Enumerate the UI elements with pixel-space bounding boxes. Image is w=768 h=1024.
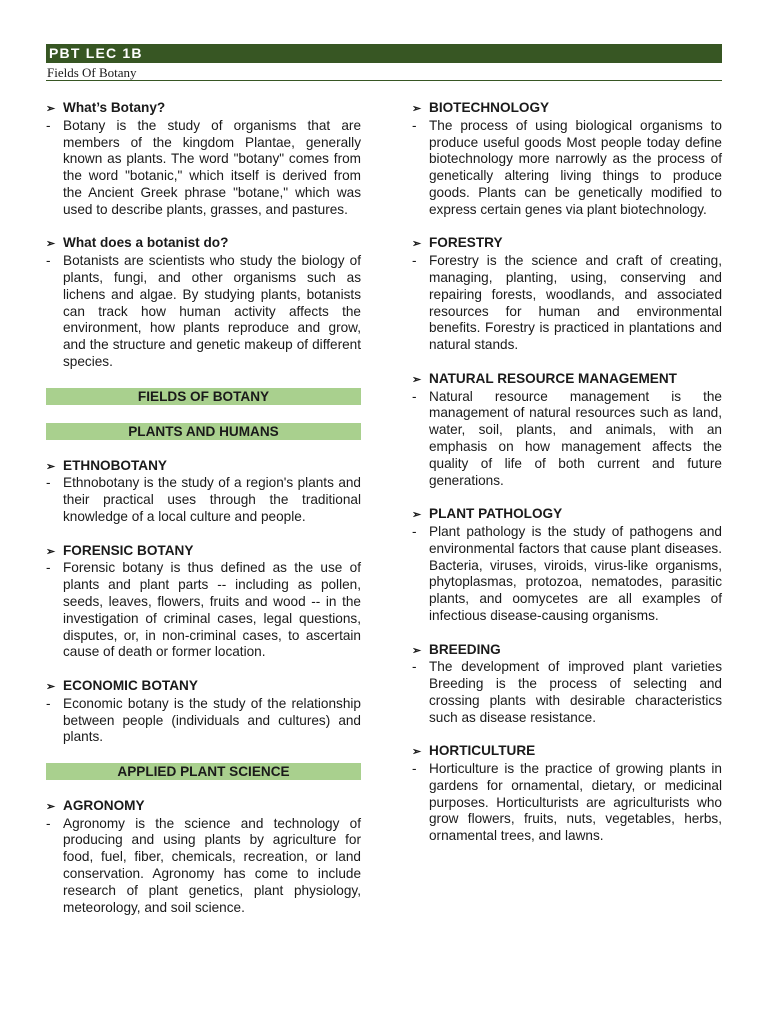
dash-bullet: - <box>412 761 417 777</box>
left-column <box>46 100 361 933</box>
section-breeding <box>412 642 722 727</box>
arrow-bullet-icon: ➢ <box>412 373 422 386</box>
section-body: Forestry is the science and craft of creating, managing, planting, using, conserving and repairing forests, woodlands, and associated resources for human and environmental benefits. Forestry is practiced in plantations and natural stands. <box>429 253 722 353</box>
arrow-bullet-icon: ➢ <box>412 509 422 522</box>
section-heading: ETHNOBOTANY <box>63 457 167 473</box>
section-forestry <box>412 235 722 354</box>
section-heading: BREEDING <box>429 641 501 657</box>
band-applied-plant-science: APPLIED PLANT SCIENCE <box>46 763 361 780</box>
arrow-bullet-icon: ➢ <box>412 238 422 251</box>
dash-bullet: - <box>412 659 417 675</box>
section-body: Botany is the study of organisms that are members of the kingdom Plantae, generally known as plants. The word "botany" comes from the word "botanic," which itself is derived from the Ancient Greek phrase "botane," which was used to describe plants, grasses, and pastures. <box>63 117 361 217</box>
band-plants-and-humans: PLANTS AND HUMANS <box>46 423 361 440</box>
section-heading: NATURAL RESOURCE MANAGEMENT <box>429 370 677 386</box>
section-agronomy <box>46 798 361 917</box>
section-body: Botanists are scientists who study the biology of plants, fungi, and other organisms such as lichens and algae. By studying plants, botanists can track how human activity affects the environment, how plants reproduce and grow, and the structure and genetic makeup of different species. <box>63 253 361 369</box>
section-whats-botany <box>46 100 361 219</box>
arrow-bullet-icon: ➢ <box>46 103 56 115</box>
dash-bullet: - <box>46 815 51 831</box>
section-body: Ethnobotany is the study of a region's plants and their practical uses through the traditional knowledge of a local culture and people. <box>63 475 361 524</box>
section-heading: What’s Botany? <box>63 100 166 115</box>
dash-bullet: - <box>412 523 417 539</box>
section-heading: PLANT PATHOLOGY <box>429 506 563 522</box>
section-heading: HORTICULTURE <box>429 743 536 759</box>
right-column <box>412 100 722 862</box>
section-heading: ECONOMIC BOTANY <box>63 677 198 693</box>
section-body: Economic botany is the study of the relationship between people (individuals and cultures) and plants. <box>63 695 361 745</box>
dash-bullet: - <box>412 253 417 269</box>
section-horticulture <box>412 743 722 845</box>
dash-bullet: - <box>412 388 417 404</box>
section-heading: FORENSIC BOTANY <box>63 542 194 558</box>
section-biotechnology <box>412 100 722 219</box>
section-natural-resource-management <box>412 371 722 490</box>
section-heading: BIOTECHNOLOGY <box>429 100 550 115</box>
section-heading: What does a botanist do? <box>63 235 229 251</box>
header-divider <box>46 80 722 81</box>
section-ethnobotany <box>46 458 361 526</box>
dash-bullet: - <box>46 560 51 576</box>
section-body: Plant pathology is the study of pathogens and environmental factors that cause plant diseases. Bacteria, viruses, viroids, virus-like organisms, phytoplasmas, protozoa, nematodes, parasitic plants, and oomycetes are all examples of infectious disease-causing organisms. <box>429 523 722 623</box>
section-economic-botany <box>46 678 361 746</box>
arrow-bullet-icon: ➢ <box>46 545 56 558</box>
section-body: Horticulture is the practice of growing plants in gardens for ornamental, dietary, or medicinal purposes. Horticulturists are agriculturists who grow flowers, fruits, nuts, vegetables, herbs, ornamental trees, and lawns. <box>429 761 722 844</box>
section-body: Forensic botany is thus defined as the use of plants and plant parts -- including as pollen, seeds, leaves, flowers, fruits and wood -- in the investigation of criminal cases, legal questions, disputes, or, in non-criminal cases, to ascertain cause of death or former location. <box>63 560 361 660</box>
arrow-bullet-icon: ➢ <box>412 644 422 657</box>
section-what-botanist-does <box>46 235 361 370</box>
dash-bullet: - <box>46 475 51 491</box>
section-forensic-botany <box>46 543 361 662</box>
arrow-bullet-icon: ➢ <box>46 680 56 693</box>
dash-bullet: - <box>46 117 51 133</box>
arrow-bullet-icon: ➢ <box>46 238 56 251</box>
band-fields-of-botany: FIELDS OF BOTANY <box>46 388 361 405</box>
dash-bullet: - <box>412 117 417 133</box>
section-plant-pathology <box>412 506 722 625</box>
section-body: Agronomy is the science and technology of producing and using plants by agriculture for food, fuel, fiber, chemicals, recreation, or land conservation. Agronomy has come to include research of plant genetics, plant physiology, meteorology, and soil science. <box>63 815 361 915</box>
section-body: Natural resource management is the management of natural resources such as land, water, soil, plants, and animals, with an emphasis on how management affects the quality of life of both current and future generations. <box>429 388 722 488</box>
arrow-bullet-icon: ➢ <box>412 103 422 115</box>
section-heading: AGRONOMY <box>63 797 145 813</box>
section-body: The process of using biological organisms to produce useful goods Most people today define biotechnology more narrowly as the process of genetically altering living things to produce goods. Plants can be genetically modified to express certain genes via plant biotechnology. <box>429 117 722 217</box>
dash-bullet: - <box>46 695 51 711</box>
section-heading: FORESTRY <box>429 235 503 251</box>
arrow-bullet-icon: ➢ <box>46 460 56 473</box>
dash-bullet: - <box>46 253 51 269</box>
arrow-bullet-icon: ➢ <box>46 800 56 813</box>
section-body: The development of improved plant varieties Breeding is the process of selecting and crossing plants with desirable characteristics such as disease resistance. <box>429 659 722 725</box>
arrow-bullet-icon: ➢ <box>412 746 422 759</box>
document-title: PBT LEC 1B <box>46 44 722 63</box>
document-subtitle: Fields Of Botany <box>47 65 137 80</box>
